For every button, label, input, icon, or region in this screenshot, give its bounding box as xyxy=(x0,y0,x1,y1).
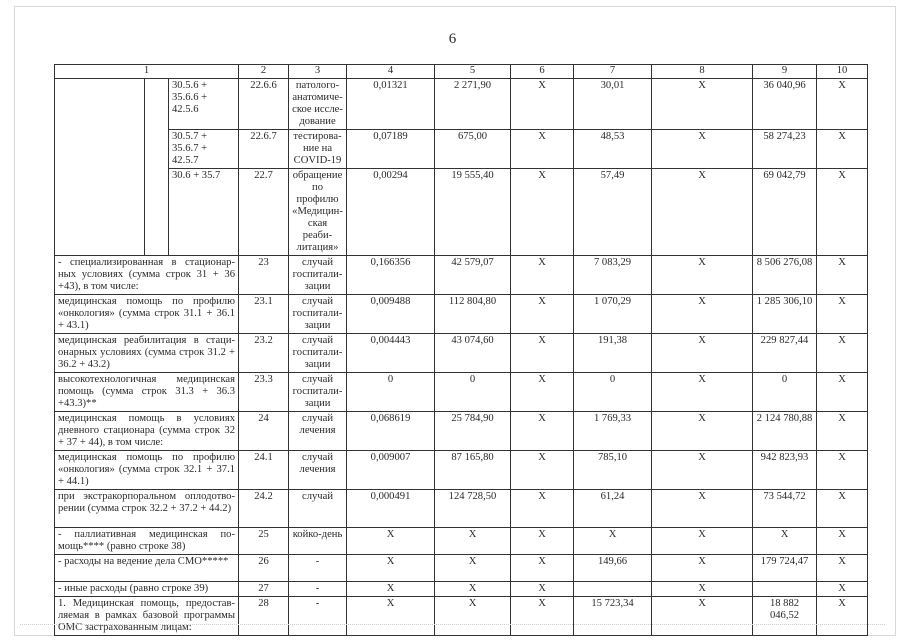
line-number-cell: 25 xyxy=(239,528,289,555)
blank-cell xyxy=(145,79,169,256)
line-number-cell: 24 xyxy=(239,412,289,451)
value-cell: 30,01 xyxy=(574,79,652,130)
unit-cell: тестирова-ние на COVID-19 xyxy=(289,130,347,169)
value-cell: X xyxy=(511,130,574,169)
value-cell: 73 544,72 xyxy=(753,490,817,528)
row-name-cell: медицинская реабилитация в стаци-онарных условиях (сумма строк 31.2 + 36.2 + 43.2) xyxy=(55,334,239,373)
value-cell: 149,66 xyxy=(574,555,652,582)
value-cell: X xyxy=(817,555,868,582)
unit-cell: случай госпитали-зации xyxy=(289,256,347,295)
line-number-cell: 22.7 xyxy=(239,169,289,256)
value-cell: X xyxy=(652,373,753,412)
value-cell: X xyxy=(511,412,574,451)
line-number-cell: 23.2 xyxy=(239,334,289,373)
table-row xyxy=(55,169,868,256)
value-cell: X xyxy=(652,412,753,451)
unit-cell: койко-день xyxy=(289,528,347,555)
value-cell: X xyxy=(511,169,574,256)
value-cell: 18 882 046,52 xyxy=(753,597,817,636)
value-cell: X xyxy=(817,79,868,130)
value-cell: 0,009007 xyxy=(347,451,435,490)
table-row xyxy=(55,490,868,528)
value-cell: 0,068619 xyxy=(347,412,435,451)
table-row xyxy=(55,555,868,582)
line-number-cell: 24.2 xyxy=(239,490,289,528)
unit-cell: случай госпитали-зации xyxy=(289,334,347,373)
value-cell: X xyxy=(753,528,817,555)
value-cell: 7 083,29 xyxy=(574,256,652,295)
table-row xyxy=(55,130,868,169)
value-cell: 19 555,40 xyxy=(435,169,511,256)
row-name-cell: - специализированная в стационар-ных условиях (сумма строк 31 + 36 +43), в том числе: xyxy=(55,256,239,295)
value-cell: X xyxy=(652,597,753,636)
header-cell: 6 xyxy=(511,65,574,79)
unit-cell: случай госпитали-зации xyxy=(289,373,347,412)
value-cell: 25 784,90 xyxy=(435,412,511,451)
header-cell: 7 xyxy=(574,65,652,79)
value-cell: X xyxy=(511,582,574,597)
value-cell: X xyxy=(511,451,574,490)
value-cell: 58 274,23 xyxy=(753,130,817,169)
value-cell: X xyxy=(652,334,753,373)
value-cell: X xyxy=(817,256,868,295)
table-row xyxy=(55,451,868,490)
value-cell: X xyxy=(574,528,652,555)
table-row xyxy=(55,528,868,555)
value-cell: 0,000491 xyxy=(347,490,435,528)
value-cell: 0 xyxy=(574,373,652,412)
table-row xyxy=(55,582,868,597)
unit-cell: обращение по профилю «Медицин-ская реаби-литация» xyxy=(289,169,347,256)
value-cell: X xyxy=(511,295,574,334)
value-cell xyxy=(753,582,817,597)
row-name-cell: - паллиативная медицинская по-мощь**** (равно строке 38) xyxy=(55,528,239,555)
unit-cell: случай лечения xyxy=(289,451,347,490)
line-number-cell: 23 xyxy=(239,256,289,295)
value-cell: 1 070,29 xyxy=(574,295,652,334)
value-cell: X xyxy=(511,256,574,295)
value-cell: 0 xyxy=(347,373,435,412)
value-cell: X xyxy=(511,555,574,582)
value-cell: X xyxy=(511,79,574,130)
line-number-cell: 27 xyxy=(239,582,289,597)
value-cell: 942 823,93 xyxy=(753,451,817,490)
value-cell: 229 827,44 xyxy=(753,334,817,373)
value-cell xyxy=(574,582,652,597)
header-cell: 5 xyxy=(435,65,511,79)
value-cell: 0 xyxy=(753,373,817,412)
value-cell: 2 271,90 xyxy=(435,79,511,130)
value-cell: X xyxy=(511,490,574,528)
header-cell: 3 xyxy=(289,65,347,79)
value-cell: 87 165,80 xyxy=(435,451,511,490)
row-name-cell: - иные расходы (равно строке 39) xyxy=(55,582,239,597)
row-name-cell: при экстракорпоральном оплодотво-рении (сумма строк 32.2 + 37.2 + 44.2) xyxy=(55,490,239,528)
value-cell: 0,01321 xyxy=(347,79,435,130)
value-cell: 0,009488 xyxy=(347,295,435,334)
value-cell: X xyxy=(435,555,511,582)
value-cell: X xyxy=(511,597,574,636)
value-cell: 69 042,79 xyxy=(753,169,817,256)
unit-cell: случай xyxy=(289,490,347,528)
unit-cell: патолого-анатомиче-ское иссле-дование xyxy=(289,79,347,130)
value-cell: X xyxy=(652,295,753,334)
value-cell: X xyxy=(817,295,868,334)
row-name-cell: - расходы на ведение дела СМО***** xyxy=(55,555,239,582)
value-cell: X xyxy=(817,528,868,555)
formula-cell: 30.5.6 + 35.6.6 + 42.5.6 xyxy=(169,79,239,130)
value-cell: X xyxy=(435,582,511,597)
value-cell: X xyxy=(817,582,868,597)
value-cell: X xyxy=(511,334,574,373)
unit-cell: - xyxy=(289,597,347,636)
value-cell: X xyxy=(511,373,574,412)
unit-cell: случай лечения xyxy=(289,412,347,451)
value-cell: 15 723,34 xyxy=(574,597,652,636)
row-name-cell: медицинская помощь по профилю «онкология» (сумма строк 31.1 + 36.1 + 43.1) xyxy=(55,295,239,334)
value-cell: 8 506 276,08 xyxy=(753,256,817,295)
value-cell: X xyxy=(652,555,753,582)
value-cell: X xyxy=(435,528,511,555)
value-cell: 785,10 xyxy=(574,451,652,490)
table-row xyxy=(55,373,868,412)
value-cell: 36 040,96 xyxy=(753,79,817,130)
value-cell: X xyxy=(817,130,868,169)
value-cell: X xyxy=(652,256,753,295)
line-number-cell: 23.1 xyxy=(239,295,289,334)
table-row xyxy=(55,412,868,451)
value-cell: 0,004443 xyxy=(347,334,435,373)
value-cell: X xyxy=(817,490,868,528)
unit-cell: случай госпитали-зации xyxy=(289,295,347,334)
value-cell: 1 285 306,10 xyxy=(753,295,817,334)
value-cell: X xyxy=(817,597,868,636)
value-cell: X xyxy=(652,582,753,597)
value-cell: X xyxy=(652,490,753,528)
value-cell: X xyxy=(652,169,753,256)
row-name-cell: 1. Медицинская помощь, предостав-ляемая в рамках базовой программы ОМС застрахованным лицам: xyxy=(55,597,239,636)
header-cell: 9 xyxy=(753,65,817,79)
line-number-cell: 22.6.7 xyxy=(239,130,289,169)
value-cell: X xyxy=(817,373,868,412)
value-cell: 43 074,60 xyxy=(435,334,511,373)
value-cell: X xyxy=(652,451,753,490)
page-number: 6 xyxy=(448,31,457,47)
header-cell: 2 xyxy=(239,65,289,79)
line-number-cell: 26 xyxy=(239,555,289,582)
value-cell: 0 xyxy=(435,373,511,412)
value-cell: X xyxy=(347,528,435,555)
value-cell: 0,166356 xyxy=(347,256,435,295)
value-cell: X xyxy=(347,582,435,597)
value-cell: X xyxy=(817,169,868,256)
table-row xyxy=(55,334,868,373)
line-number-cell: 24.1 xyxy=(239,451,289,490)
data-table xyxy=(54,64,868,636)
row-name-cell: медицинская помощь по профилю «онкология» (сумма строк 32.1 + 37.1 + 44.1) xyxy=(55,451,239,490)
line-number-cell: 23.3 xyxy=(239,373,289,412)
formula-cell: 30.5.7 + 35.6.7 + 42.5.7 xyxy=(169,130,239,169)
header-cell: 1 xyxy=(55,65,239,79)
blank-cell xyxy=(55,79,145,256)
value-cell: X xyxy=(511,528,574,555)
header-cell: 10 xyxy=(817,65,868,79)
table-row xyxy=(55,597,868,636)
value-cell: X xyxy=(347,597,435,636)
unit-cell: - xyxy=(289,582,347,597)
scan-artifact-line xyxy=(20,624,885,626)
formula-cell: 30.6 + 35.7 xyxy=(169,169,239,256)
value-cell: 112 804,80 xyxy=(435,295,511,334)
value-cell: 179 724,47 xyxy=(753,555,817,582)
value-cell: 48,53 xyxy=(574,130,652,169)
value-cell: 42 579,07 xyxy=(435,256,511,295)
value-cell: 675,00 xyxy=(435,130,511,169)
header-row xyxy=(55,65,868,79)
unit-cell: - xyxy=(289,555,347,582)
value-cell: X xyxy=(652,528,753,555)
value-cell: 1 769,33 xyxy=(574,412,652,451)
header-cell: 4 xyxy=(347,65,435,79)
value-cell: 191,38 xyxy=(574,334,652,373)
value-cell: 61,24 xyxy=(574,490,652,528)
line-number-cell: 22.6.6 xyxy=(239,79,289,130)
line-number-cell: 28 xyxy=(239,597,289,636)
header-cell: 8 xyxy=(652,65,753,79)
row-name-cell: медицинская помощь в условиях дневного стационара (сумма строк 32 + 37 + 44), в том числе: xyxy=(55,412,239,451)
value-cell: 0,00294 xyxy=(347,169,435,256)
row-name-cell: высокотехнологичная медицинская помощь (сумма строк 31.3 + 36.3 +43.3)** xyxy=(55,373,239,412)
value-cell: X xyxy=(817,334,868,373)
value-cell: X xyxy=(817,451,868,490)
value-cell: X xyxy=(435,597,511,636)
value-cell: X xyxy=(347,555,435,582)
value-cell: X xyxy=(652,130,753,169)
value-cell: 0,07189 xyxy=(347,130,435,169)
value-cell: 2 124 780,88 xyxy=(753,412,817,451)
value-cell: 124 728,50 xyxy=(435,490,511,528)
table-row xyxy=(55,295,868,334)
table-row xyxy=(55,256,868,295)
value-cell: X xyxy=(817,412,868,451)
value-cell: X xyxy=(652,79,753,130)
value-cell: 57,49 xyxy=(574,169,652,256)
table-row xyxy=(55,79,868,130)
